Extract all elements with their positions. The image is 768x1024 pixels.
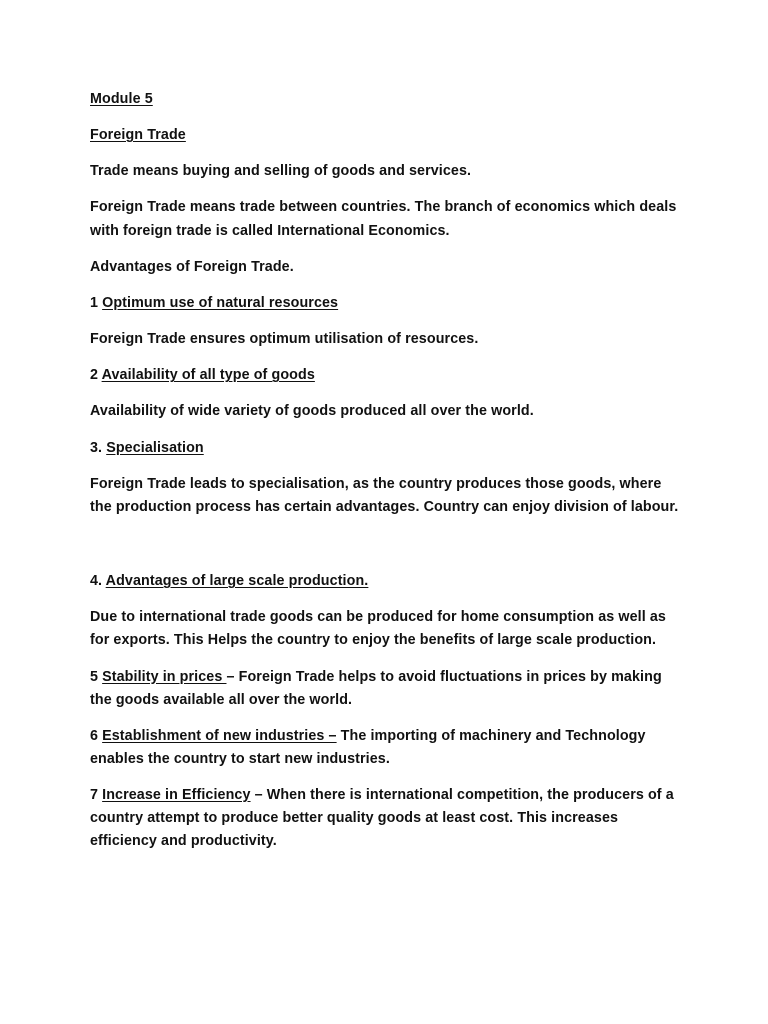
text-run: Trade means buying and selling of goods and services. bbox=[90, 163, 472, 180]
paragraph-adv-7 bbox=[90, 784, 680, 853]
text-run: 3. bbox=[90, 439, 107, 456]
text-run: Due to international trade goods can be produced for home consumption as well as for exports. This Helps the country to enjoy the benefits of large scale production. bbox=[90, 609, 666, 649]
text-run: – Foreign Trade helps to avoid fluctuations in prices by making the goods available all over the world. bbox=[90, 668, 662, 708]
paragraph-adv-4-heading bbox=[90, 570, 680, 593]
text-run: Establishment of new industries – bbox=[102, 727, 337, 744]
paragraph-title-module bbox=[90, 88, 680, 111]
text-run: Stability in prices bbox=[102, 668, 227, 685]
text-run: 1 bbox=[90, 294, 103, 311]
text-run: Advantages of large scale production. bbox=[105, 573, 369, 590]
paragraph-adv-5 bbox=[90, 666, 680, 712]
paragraph-adv-1-body bbox=[90, 328, 680, 351]
paragraph-adv-6 bbox=[90, 725, 680, 771]
paragraph-adv-1-heading bbox=[90, 292, 680, 315]
text-run: 6 bbox=[90, 727, 103, 744]
paragraph-adv-2-heading bbox=[90, 364, 680, 387]
text-run: Optimum use of natural resources bbox=[102, 294, 339, 311]
text-run: The importing of machinery and Technology enables the country to start new industries. bbox=[90, 727, 646, 767]
text-run: Availability of all type of goods bbox=[101, 367, 315, 384]
text-run: Foreign Trade bbox=[90, 127, 186, 144]
paragraph-adv-3-body bbox=[90, 473, 680, 519]
paragraph-def-trade bbox=[90, 160, 680, 183]
paragraph-title-topic bbox=[90, 124, 680, 147]
paragraph-def-foreign-trade bbox=[90, 196, 680, 242]
text-run: Module 5 bbox=[90, 91, 153, 107]
paragraph-advantages-heading bbox=[90, 256, 680, 279]
text-run: Foreign Trade leads to specialisation, as the country produces those goods, where the production process has certain advantages. Country can enjoy division of labour. bbox=[90, 475, 679, 515]
text-run: Increase in Efficiency bbox=[102, 787, 251, 804]
text-run: Advantages of Foreign Trade. bbox=[90, 258, 294, 275]
paragraph-adv-4-body bbox=[90, 606, 680, 652]
text-run: 5 bbox=[90, 668, 103, 685]
text-run: – When there is international competition, the producers of a country attempt to produce better quality goods at least cost. This increases efficiency and productivity. bbox=[90, 787, 674, 850]
paragraph-gap bbox=[90, 532, 680, 570]
text-run: 4. bbox=[90, 573, 106, 590]
text-run: Availability of wide variety of goods produced all over the world. bbox=[90, 403, 534, 420]
paragraph-adv-3-heading bbox=[90, 437, 680, 460]
text-run: 2 bbox=[90, 367, 102, 384]
text-run: Foreign Trade means trade between countries. The branch of economics which deals with foreign trade is called International Economics. bbox=[90, 199, 677, 239]
text-run: Foreign Trade ensures optimum utilisation of resources. bbox=[90, 331, 479, 348]
paragraph-adv-2-body bbox=[90, 400, 680, 423]
text-run: Specialisation bbox=[106, 439, 204, 456]
document-body bbox=[90, 88, 680, 854]
text-run: 7 bbox=[90, 787, 103, 804]
